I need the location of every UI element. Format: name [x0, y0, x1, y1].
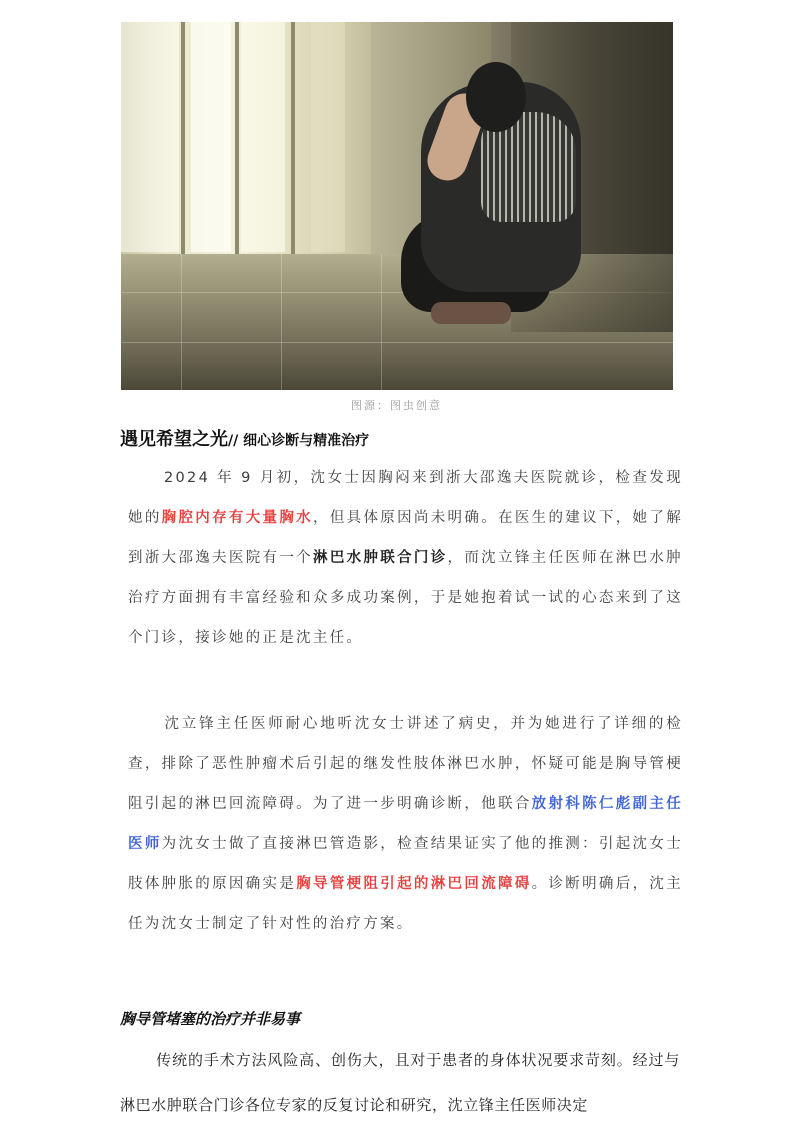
paragraph-2-text: 为沈女士做了直接淋巴管造影，检查结果证实了他的推测：引起沈女士肢体肿胀的原因确实是: [128, 836, 683, 892]
photo-floor-line: [181, 254, 182, 390]
highlight-doctor-name: 放射科陈仁彪副主任医师: [128, 796, 684, 852]
paragraph-2: [128, 704, 683, 944]
section-subtitle: // 细心诊断与精准治疗: [228, 433, 370, 449]
photo-floor-line: [381, 254, 382, 390]
paragraph-1-text: 2024 年 9 月初，沈女士因胸闷来到浙大邵逸夫医院就诊，检查发现她的: [128, 470, 683, 526]
highlight-clinic-name: 淋巴水肿联合门诊: [313, 550, 448, 566]
paragraph-1-text: ，但具体原因尚未明确。在医生的建议下，她了解到浙大邵逸夫医院有一个: [128, 510, 683, 566]
highlight-pleural-effusion: 胸腔内存有大量胸水: [161, 510, 314, 526]
section-title-main: 遇见希望之光: [120, 429, 228, 450]
photo-caption: 图源：图虫创意: [351, 399, 442, 412]
photo-window-frame: [235, 22, 239, 262]
photo-floor-line: [281, 254, 282, 390]
section-title: [120, 425, 369, 451]
photo-person-head: [466, 62, 526, 132]
photo-window: [191, 22, 231, 252]
photo-floor-line: [121, 342, 673, 343]
photo-window-frame: [181, 22, 185, 262]
section-2-title: 胸导管堵塞的治疗并非易事: [120, 1010, 301, 1028]
paragraph-3: [120, 1038, 680, 1128]
paragraph-2-text: 。诊断明确后，沈主任为沈女士制定了针对性的治疗方案。: [128, 876, 684, 932]
paragraph-1: [128, 458, 683, 658]
photo-window: [121, 22, 179, 252]
photo-window: [311, 22, 345, 252]
highlight-diagnosis: 胸导管梗阻引起的淋巴回流障碍: [296, 876, 532, 892]
photo-window: [241, 22, 285, 252]
article-photo: [121, 22, 673, 390]
photo-window-frame: [291, 22, 295, 262]
paragraph-2-text: 沈立锋主任医师耐心地听沈女士讲述了病史，并为她进行了详细的检查，排除了恶性肿瘤术后引起的继发性肢体淋巴水肿，怀疑可能是胸导管梗阻引起的淋巴回流障碍。为了进一步明确诊断，他联合: [128, 716, 683, 812]
paragraph-3-text: 传统的手术方法风险高、创伤大，且对于患者的身体状况要求苛刻。经过与淋巴水肿联合门诊各位专家的反复讨论和研究，沈立锋主任医师决定: [120, 1051, 680, 1114]
paragraph-1-text: ，而沈立锋主任医师在淋巴水肿治疗方面拥有丰富经验和众多成功案例，于是她抱着试一试的心态来到了这个门诊，接诊她的正是沈主任。: [128, 550, 683, 646]
photo-person-shoes: [431, 302, 511, 324]
